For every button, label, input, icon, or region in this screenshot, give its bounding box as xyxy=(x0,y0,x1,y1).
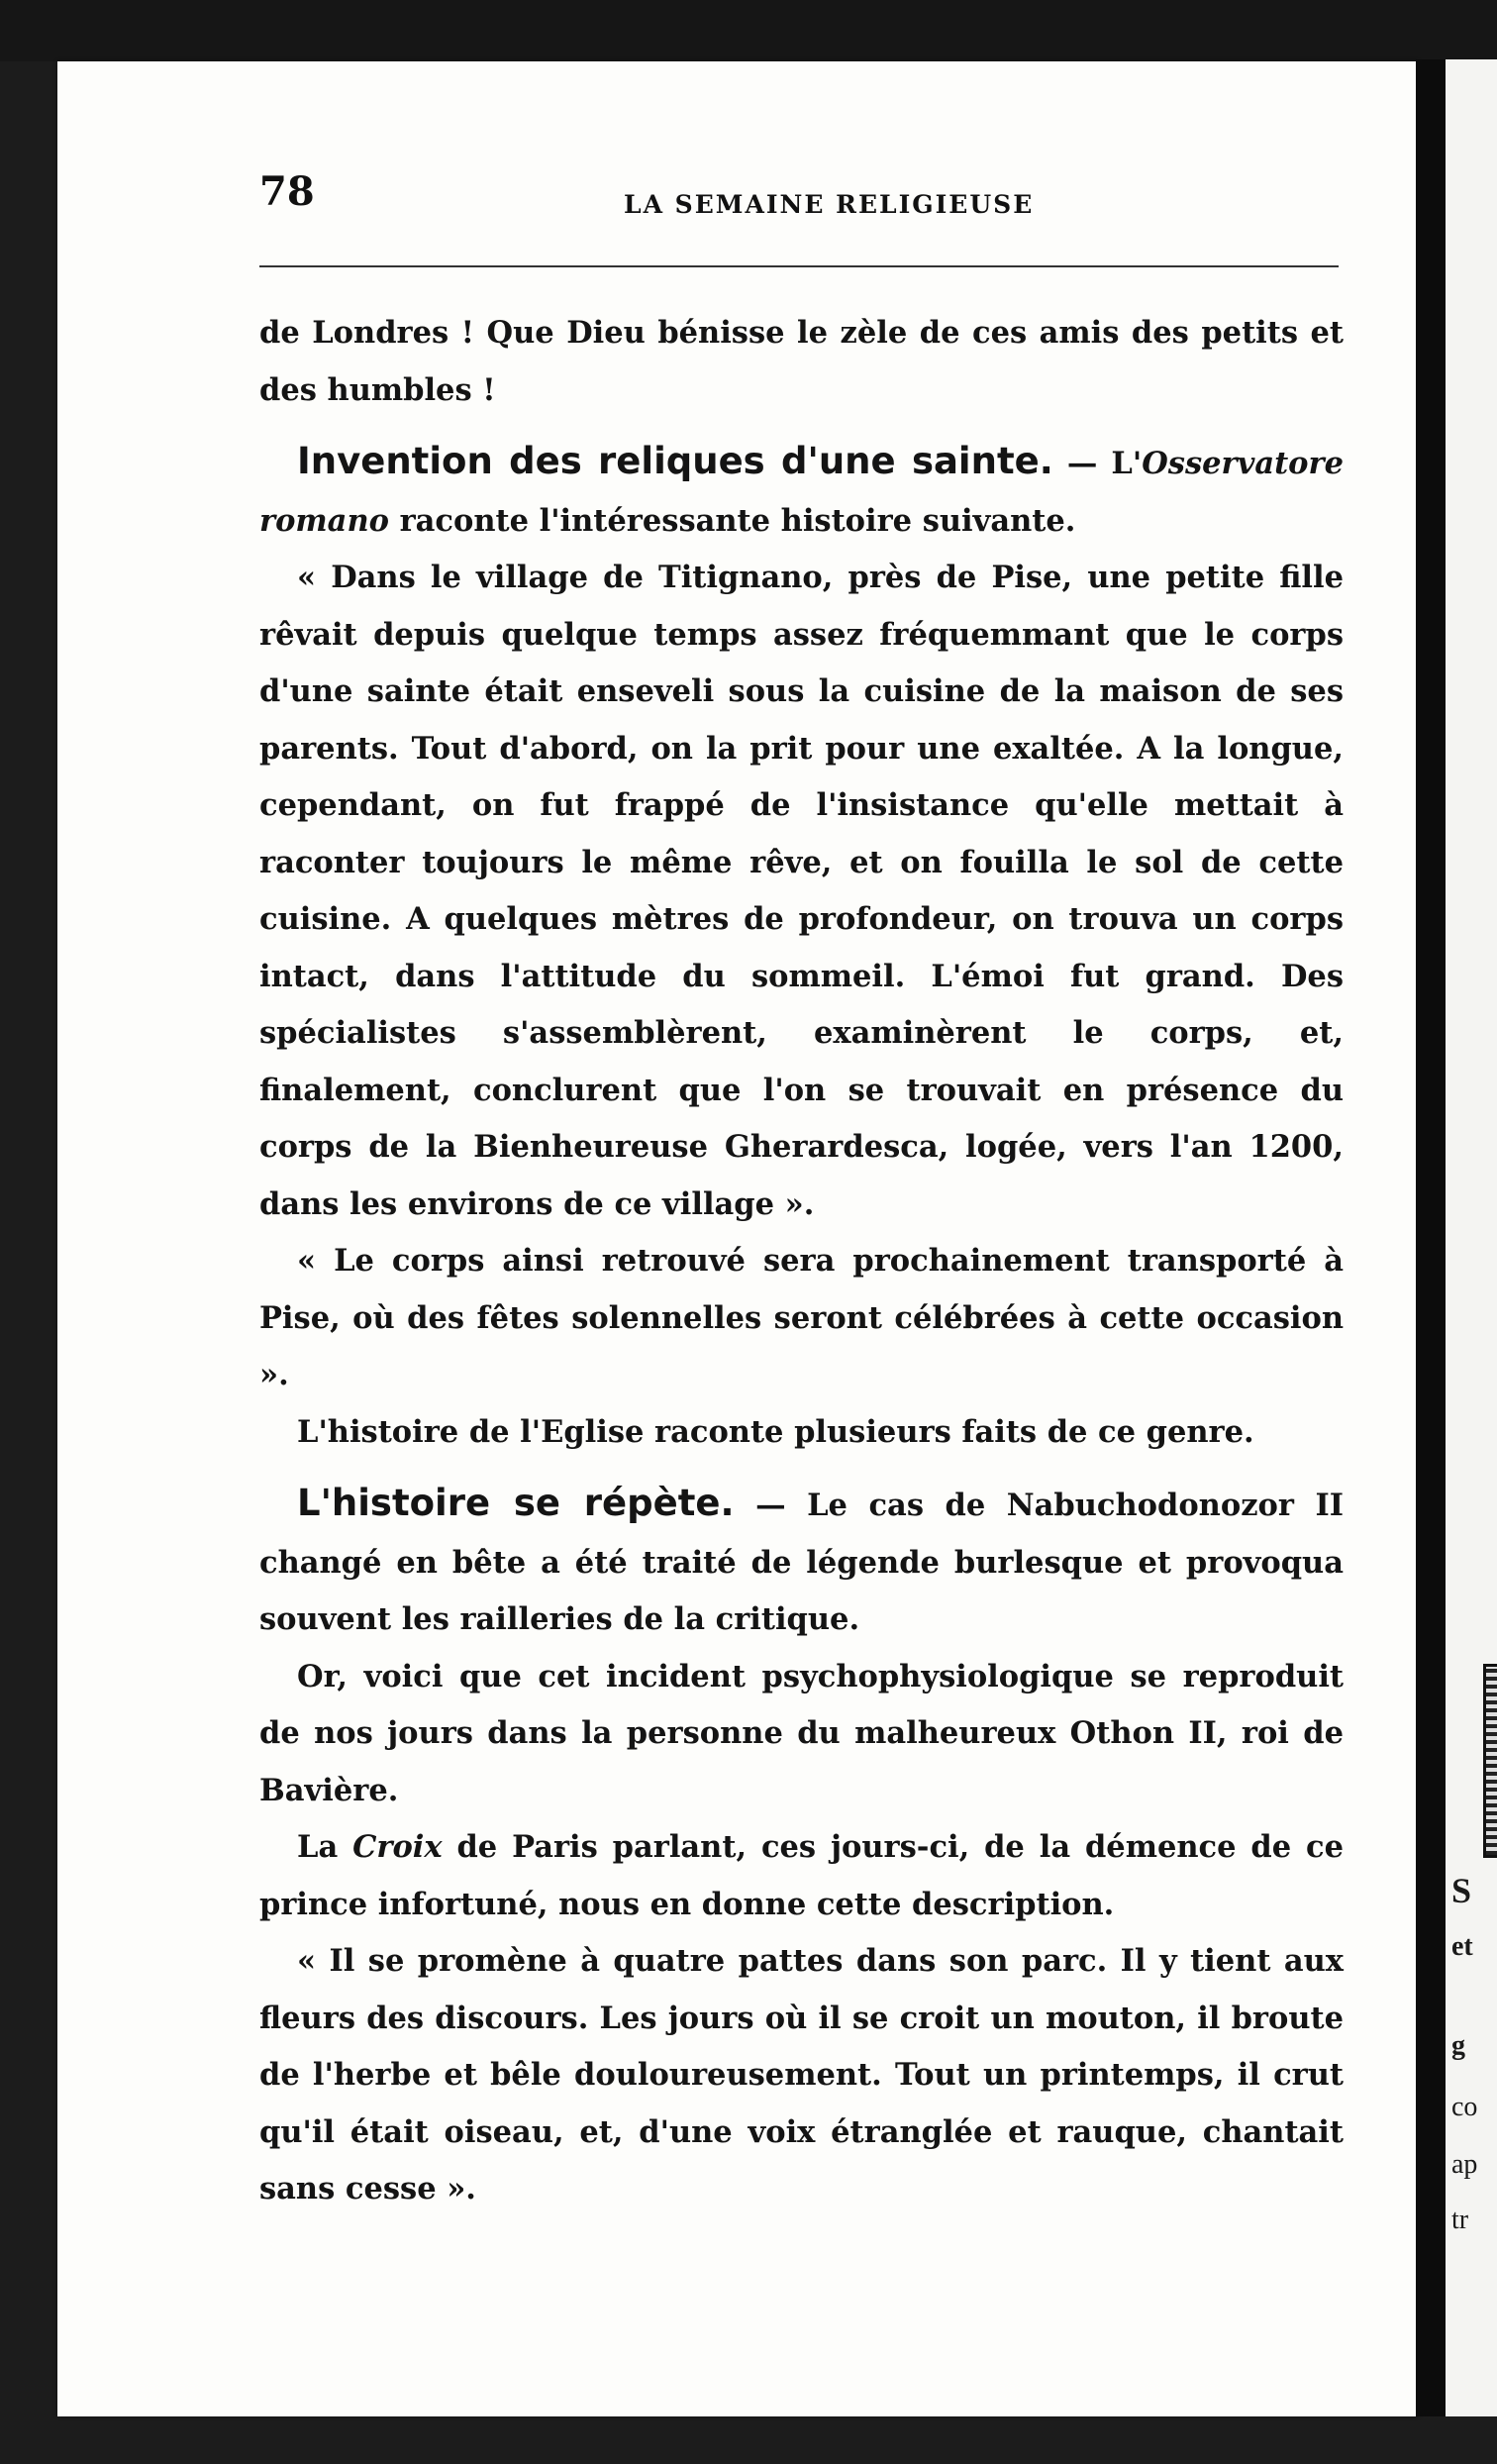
section-dash: — L' xyxy=(1052,446,1143,481)
section-lead: — Le cas de Nabuchodonozor II changé en bête a été traité de légende burlesque et provoqua souvent les railleries de la critique. xyxy=(259,1488,1345,1637)
journal-title: Osservatore romano xyxy=(259,446,1344,539)
running-title: LA SEMAINE RELIGIEUSE xyxy=(624,190,1035,219)
paragraph: « Le corps ainsi retrouvé sera prochainement transporté à Pise, où des fêtes solennelles seront célébrées à cette occasion ». xyxy=(259,1243,1344,1392)
adjacent-page-illustration xyxy=(1483,1664,1497,1858)
adjacent-page-fragment: g xyxy=(1451,2030,1465,2061)
paragraph: « Dans le village de Titignano, près de Pise, une petite fille rêvait depuis quelque temps assez fréquemmant que le corps d'une sainte était enseveli sous la cuisine de la maison de ses parents. Tout d'abord, on la prit pour une exaltée. A la longue, cependant, on fut frappé de l'insistance qu'elle mettait à raconter toujours le même rêve, et on fouilla le sol de cette cuisine. A quelques mètres de profondeur, on trouva un corps intact, dans l'attitude du sommeil. L'émoi fut grand. Des spécialistes s'assemblèrent, examinèrent le corps, et, finalement, conclurent que l'on se trouvait en présence du corps de la Bienheureuse Gherardesca, logée, vers l'an 1200, dans les environs de ce village ». xyxy=(259,560,1344,1222)
body-text xyxy=(259,305,1344,2218)
section-heading: L'histoire se répète. xyxy=(297,1482,735,1524)
paragraph xyxy=(259,1819,1344,1933)
paragraph-text: La xyxy=(297,1829,353,1865)
paragraph: Or, voici que cet incident psychophysiologique se reproduit de nos jours dans la personne du malheureux Othon II, roi de Bavière. xyxy=(259,1658,1344,1808)
scanner-frame-top xyxy=(0,0,1497,61)
paragraph-text: de Paris parlant, ces jours-ci, de la démence de ce prince infortuné, nous en donne cette description. xyxy=(259,1829,1345,1922)
adjacent-page-fragment: tr xyxy=(1451,2205,1469,2235)
paragraph: L'histoire de l'Eglise raconte plusieurs faits de ce genre. xyxy=(297,1413,1254,1450)
page-number: 78 xyxy=(259,168,315,215)
adjacent-page-fragment: S xyxy=(1451,1871,1472,1910)
adjacent-page-fragment: co xyxy=(1451,2092,1478,2122)
section-histoire xyxy=(259,1475,1344,1649)
adjacent-page-edge xyxy=(1446,59,1497,2416)
section-lead: raconte l'intéressante histoire suivante. xyxy=(388,502,1076,539)
book-gutter xyxy=(1416,59,1446,2416)
header-rule xyxy=(259,265,1339,267)
paragraph: « Il se promène à quatre pattes dans son parc. Il y tient aux fleurs des discours. Les jours où il se croit un mouton, il broute de l'herbe et bêle douloureusement. Tout un printemps, il crut qu'il était oiseau, et, d'une voix étranglée et rauque, chantait sans cesse ». xyxy=(259,1943,1344,2207)
adjacent-page-fragment: ap xyxy=(1451,2149,1478,2180)
section-heading: Invention des reliques d'une sainte. xyxy=(297,440,1053,482)
section-reliques xyxy=(259,433,1344,550)
paragraph-continuation: de Londres ! Que Dieu bénisse le zèle de ces amis des petits et des humbles ! xyxy=(259,315,1344,408)
running-head xyxy=(259,168,1348,228)
adjacent-page-fragment: et xyxy=(1451,1931,1473,1962)
journal-title: Croix xyxy=(352,1829,443,1865)
